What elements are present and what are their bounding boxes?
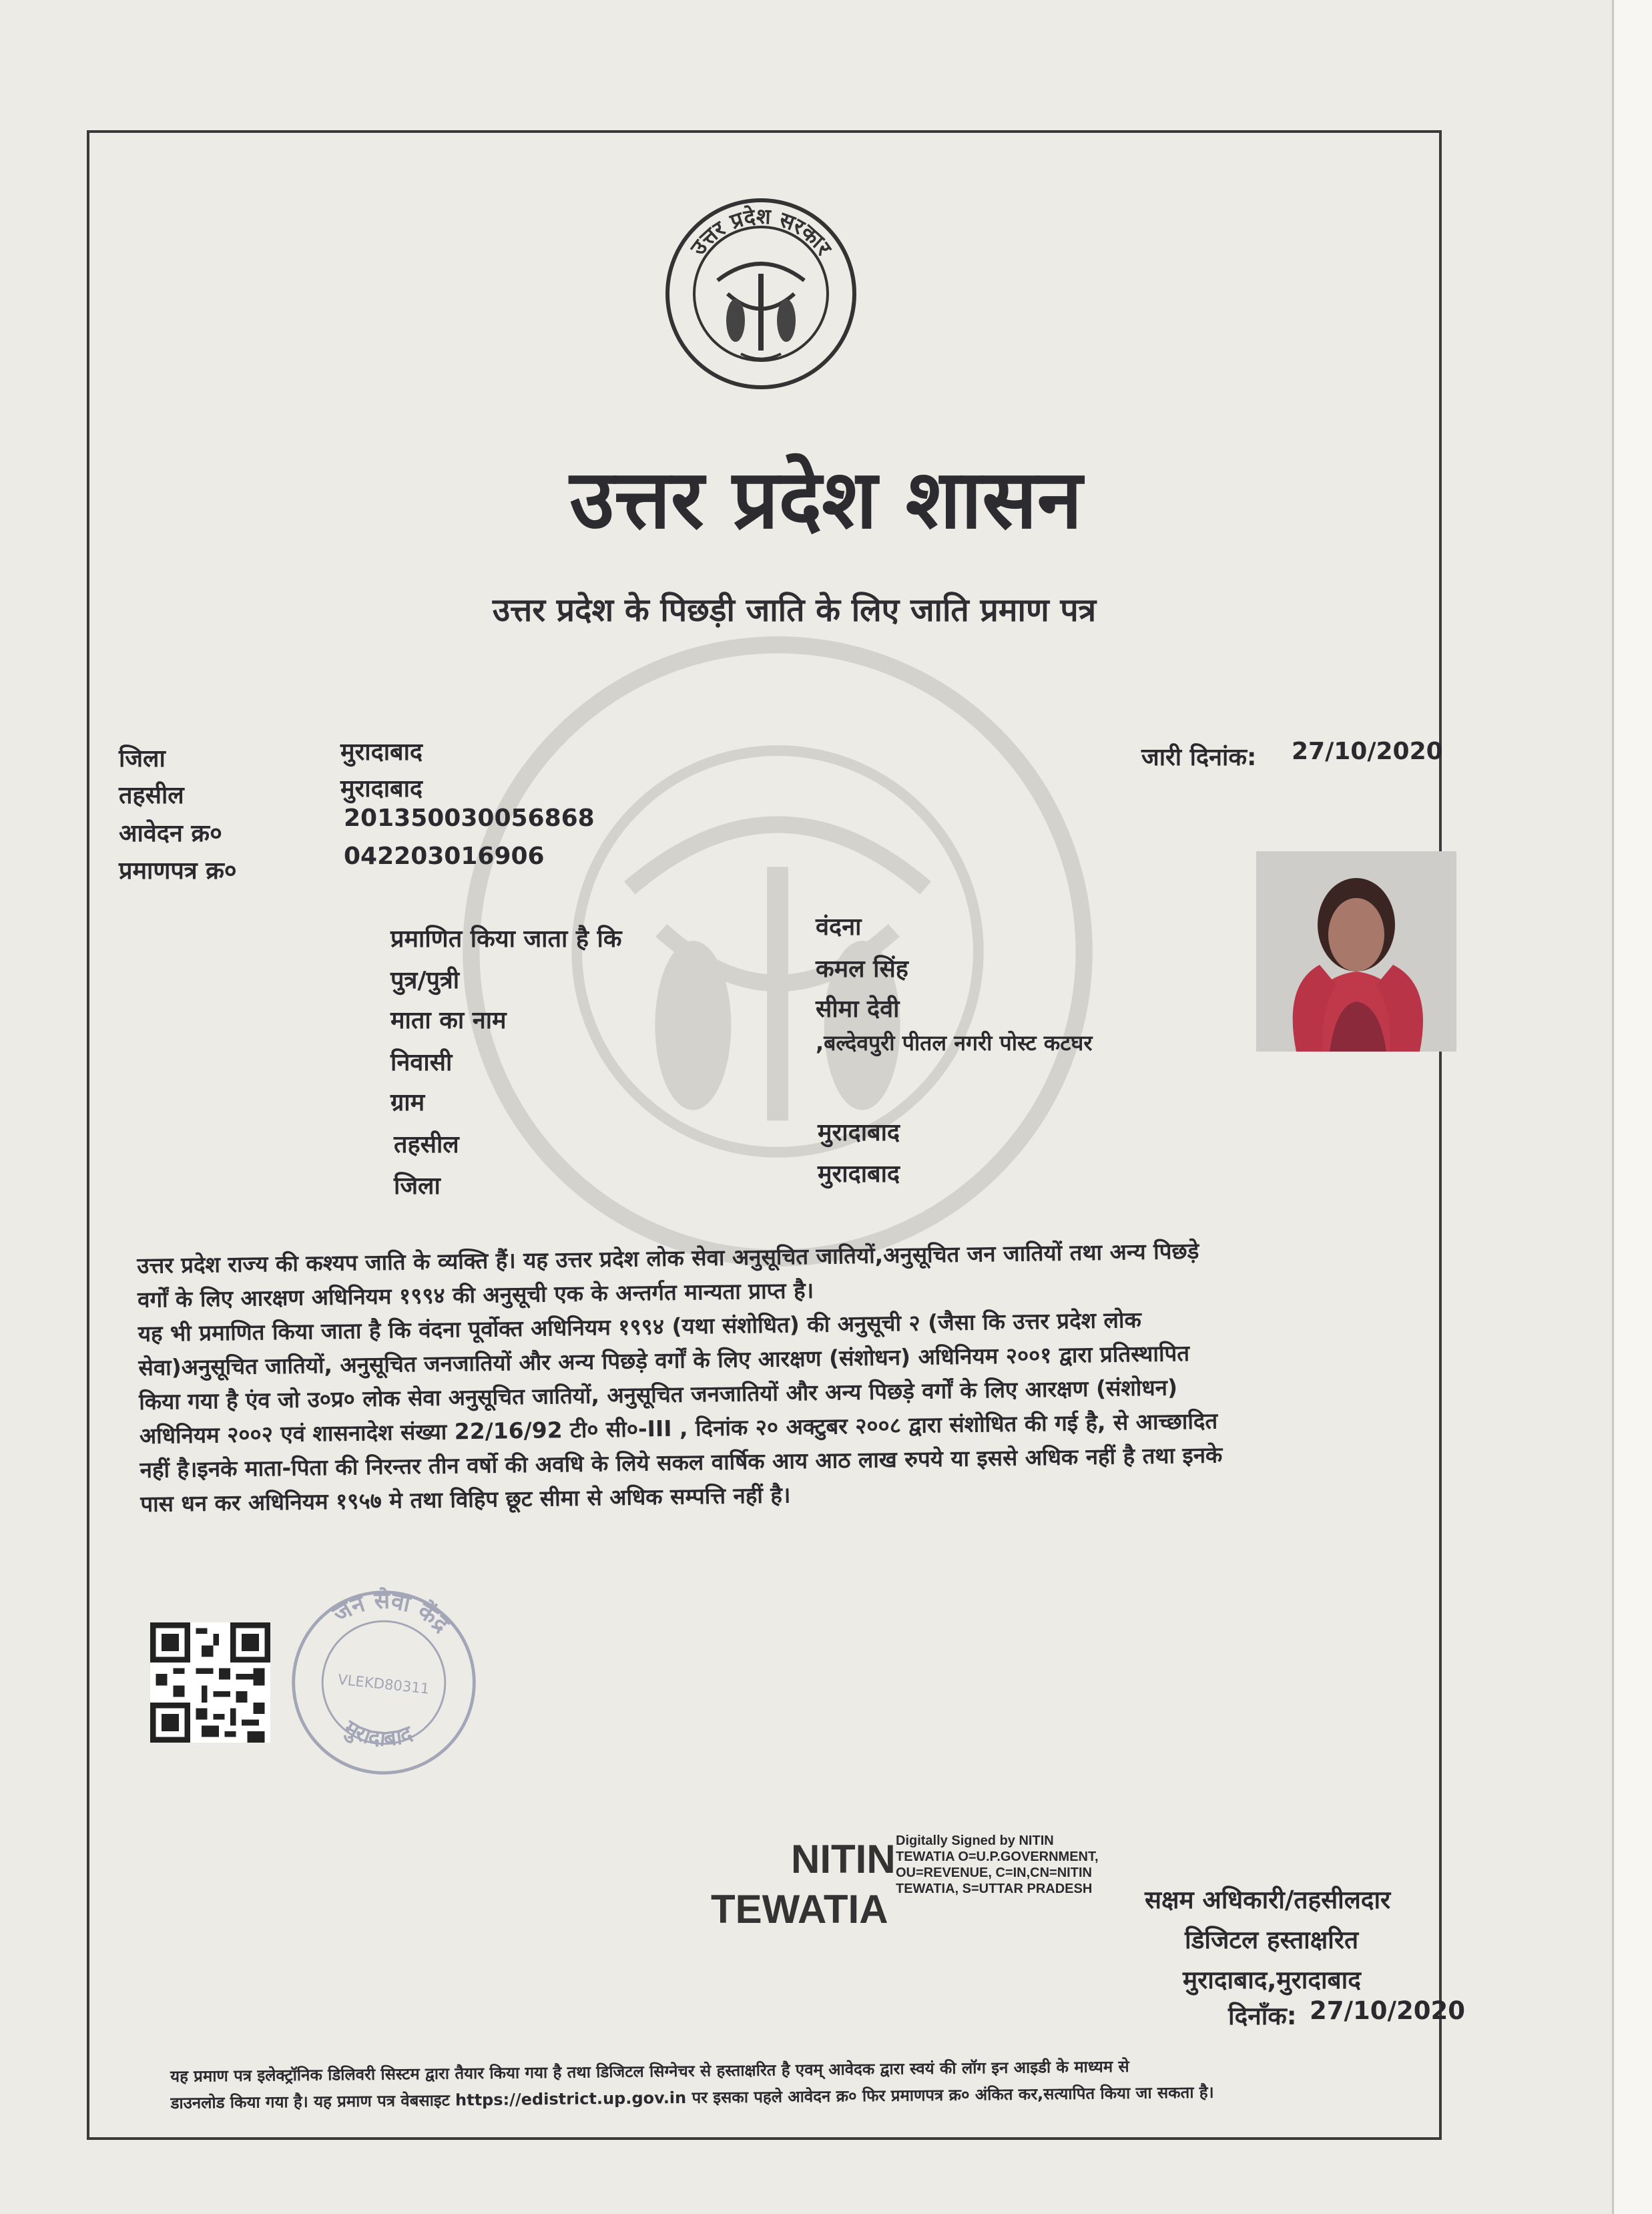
village-label: ग्राम [390, 1089, 425, 1116]
holder-name: वंदना [816, 913, 862, 941]
certificate-body [137, 1230, 1469, 1521]
person-tehsil-label: तहसील [394, 1131, 459, 1158]
body-line: यह भी प्रमाणित किया जाता है कि वंदना पूर्वोक्त अधिनियम १९९४ (यथा संशोधित) की अनुसूची २ (जैसा कि उत्तर प्रदेश लोक [137, 1307, 1142, 1347]
resident-label: निवासी [390, 1049, 453, 1076]
issue-date-value: 27/10/2020 [1292, 738, 1443, 765]
signer-name-line1: NITIN [791, 1837, 896, 1881]
body-line: सेवा)अनुसूचित जातियों, अनुसूचित जनजातियों और अन्य पिछड़े वर्गों के लिए आरक्षण (संशोधन) अधिनियम २००१ द्वारा प्रतिस्थापित [138, 1339, 1190, 1381]
authority-digital-signed: डिजिटल हस्ताक्षरित [1185, 1926, 1359, 1954]
emblem-text: उत्तर प्रदेश सरकार [685, 203, 837, 260]
resident-value: ,बल्देवपुरी पीतल नगरी पोस्ट कटघर [816, 1030, 1093, 1056]
footer-line: यह प्रमाण पत्र इलेक्ट्रॉनिक डिलिवरी सिस्टम द्वारा तैयार किया गया है तथा डिजिटल सिग्नेचर से हस्ताक्षरित है एवम् आवेदक द्वारा स्वयं की लॉग इन आइडी के माध्यम से [170, 2056, 1129, 2086]
tehsil-value: मुरादाबाद [340, 775, 423, 803]
adjacent-sheet-edge [1612, 0, 1652, 2214]
person-district-label: जिला [394, 1172, 441, 1200]
person-tehsil-value: मुरादाबाद [818, 1119, 900, 1146]
certificate-number-label: प्रमाणपत्र क्र० [119, 857, 237, 885]
body-line: वर्गों के लिए आरक्षण अधिनियम १९९४ की अनुसूची एक के अन्तर्गत मान्यता प्राप्त है। [137, 1277, 814, 1313]
son-daughter-label: पुत्र/पुत्री [390, 967, 460, 994]
up-government-emblem [661, 194, 861, 394]
mother-name: सीमा देवी [816, 995, 900, 1023]
issue-date-label: जारी दिनांक: [1141, 744, 1257, 771]
certified-label: प्रमाणित किया जाता है कि [390, 925, 622, 953]
authority-designation: सक्षम अधिकारी/तहसीलदार [1145, 1886, 1391, 1914]
district-label: जिला [119, 745, 166, 772]
father-name: कमल सिंह [816, 955, 908, 983]
district-value: मुरादाबाद [340, 738, 423, 766]
application-label: आवेदन क्र० [119, 820, 222, 847]
body-line: नहीं है।इनके माता-पिता की निरन्तर तीन वर्षो की अवधि के लिये सकल वार्षिक आय आठ लाख रुपये या इससे अधिक नहीं है तथा इनके [140, 1442, 1223, 1483]
body-line: अधिनियम २००२ एवं शासनादेश संख्या 22/16/92 टी० सी०-III , दिनांक २० अक्टुबर २००८ द्वारा संशोधित की गई है, से आच्छादित [139, 1407, 1218, 1449]
signer-name-line2: TEWATIA [711, 1887, 888, 1932]
mother-label: माता का नाम [390, 1007, 507, 1034]
authority-location: मुरादाबाद,मुरादाबाद [1183, 1966, 1361, 1994]
digital-signature-details: Digitally Signed by NITIN TEWATIA O=U.P.GOVERNMENT, OU=REVENUE, C=IN,CN=NITIN TEWATIA, S=UTTAR PRADESH [896, 1833, 1099, 1896]
authority-date-value: 27/10/2020 [1310, 1996, 1465, 2025]
footer-line: डाउनलोड किया गया है। यह प्रमाण पत्र वेबसाइट https://edistrict.up.gov.in पर इसका पहले आवेदन क्र० फिर प्रमाणपत्र क्र० अंकित कर,सत्यापित किया जा सकता है। [170, 2082, 1214, 2113]
tehsil-label: तहसील [119, 782, 184, 809]
certificate-subtitle: उत्तर प्रदेश के पिछड़ी जाति के लिए जाति प्रमाण पत्र [492, 592, 1097, 629]
application-number: 201350030056868 [344, 805, 595, 832]
svg-text:मुरादाबाद [338, 1713, 419, 1755]
body-line: किया गया है एंव जो उ०प्र० लोक सेवा अनुसूचित जातियों, अनुसूचित जनजातियों और अन्य पिछड़े वर्गों के लिए आरक्षण (संशोधन) [138, 1374, 1178, 1415]
person-district-value: मुरादाबाद [818, 1160, 900, 1188]
applicant-photo [1256, 851, 1456, 1052]
authority-date-label: दिनाँक: [1228, 2002, 1297, 2030]
svg-text:उत्तर प्रदेश सरकार [685, 204, 838, 261]
certificate-number: 042203016906 [344, 843, 545, 870]
stamp-top-text: जन सेवा केंद्र [328, 1587, 455, 1638]
stamp-middle-text: VLEKD80311 [336, 1671, 431, 1698]
page-title: उत्तर प्रदेश शासन [569, 452, 1083, 547]
qr-code[interactable] [150, 1622, 270, 1743]
body-line: उत्तर प्रदेश राज्य की कश्यप जाति के व्यक्ति हैं। यह उत्तर प्रदेश लोक सेवा अनुसूचित जातियों,अनुसूचित जन जातियों तथा अन्य पिछड़े [137, 1237, 1199, 1279]
seva-kendra-stamp [287, 1586, 481, 1779]
stamp-bottom-text: मुरादाबाद [340, 1714, 416, 1752]
body-line: पास धन कर अधिनियम १९५७ मे तथा विहिप छूट सीमा से अधिक सम्पत्ति नहीं है। [140, 1482, 791, 1517]
